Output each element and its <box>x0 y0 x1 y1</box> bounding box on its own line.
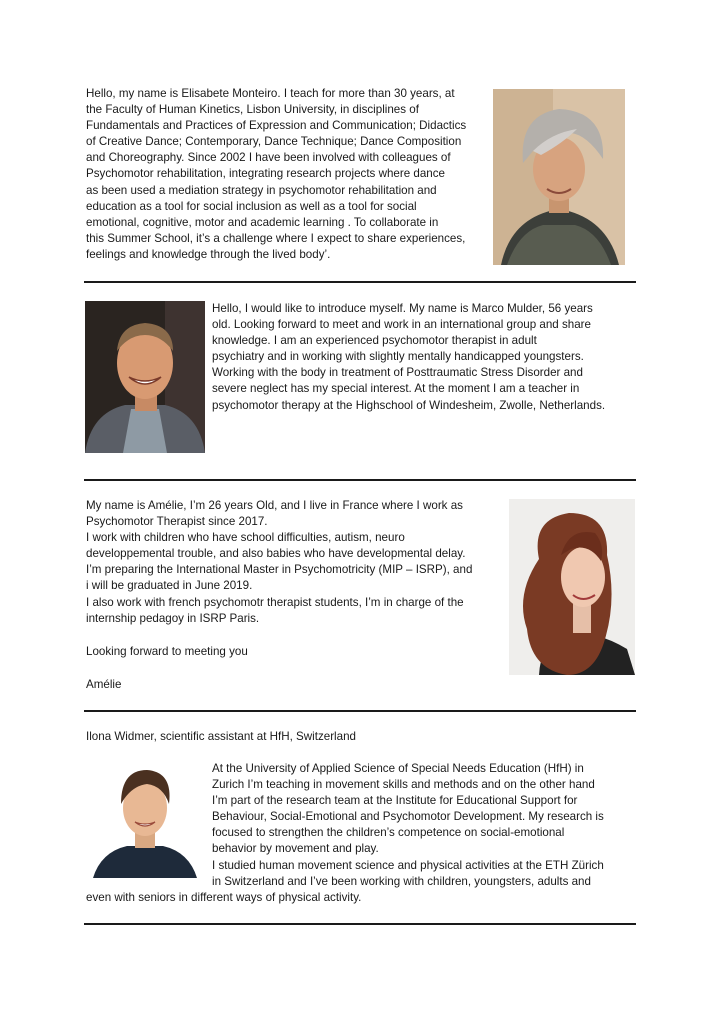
elisabete-portrait <box>493 89 625 265</box>
ilona-bio-tail: even with seniors in different ways of physical activity. <box>86 891 362 904</box>
marco-bio: Hello, I would like to introduce myself. My name is Marco Mulder, 56 years old. Looking forward to meet and work in an international group and share knowledge. I am an experienced psychomotor therapist in adult psychiatry and in working with slightly mentally handicapped youngsters. Working with the body in treatment of Posttraumatic Stress Disorder and severe neglect has my special interest. At the moment I am a teacher in psychomotor therapy at the Highschool of Windesheim, Zwolle, Netherlands. <box>212 302 606 412</box>
section-divider <box>84 923 636 925</box>
amelie-signoff: Amélie <box>86 678 122 691</box>
ilona-heading: Ilona Widmer, scientific assistant at HfH, Switzerland <box>86 730 356 743</box>
amelie-bio: My name is Amélie, I’m 26 years Old, and I live in France where I work as Psychomotor Therapist since 2017. I work with children who have school difficulties, autism, neuro developpemental trouble, and also babies who have developmental delay. I’m preparing the International Master in Psychomotricity (MIP – ISRP), and i will be graduated in June 2019. I also work with french psychomotr therapist students, I’m in charge of the internship pedagoy in ISRP Paris. <box>86 499 473 625</box>
amelie-closing: Looking forward to meeting you <box>86 645 248 658</box>
amelie-portrait <box>509 499 635 675</box>
ilona-portrait <box>87 760 202 878</box>
section-divider <box>84 281 636 283</box>
section-divider <box>84 479 636 481</box>
marco-portrait <box>85 301 205 453</box>
ilona-bio: At the University of Applied Science of Special Needs Education (HfH) in Zurich I’m teaching in movement skills and methods and on the other hand I’m part of the research team at the Institute for Educational Support for Behaviour, Social-Emotional and Psychomotor Development. My research is focused to strengthen the children’s competence on social-emotional behavior by movement and play. I studied human movement science and physical activities at the ETH Zürich in Switzerland and I’ve been working with children, youngsters, adults and <box>212 762 604 888</box>
section-divider <box>84 710 636 712</box>
elisabete-bio: Hello, my name is Elisabete Monteiro. I teach for more than 30 years, at the Faculty of Human Kinetics, Lisbon University, in disciplines of Fundamentals and Practices of Expression and Communication; Didactics of Creative Dance; Contemporary, Dance Technique; Dance Composition and Choreography. Since 2002 I have been involved with colleagues of Psychomotor rehabilitation, integrating research projects where dance as been used a mediation strategy in psychomotor rehabilitation and education as a tool for social inclusion as well as a tool for social emotional, cognitive, motor and academic learning . To collaborate in this Summer School, it’s a challenge where I expect to share experiences, feelings and knowledge through the lived body’. <box>86 87 467 261</box>
